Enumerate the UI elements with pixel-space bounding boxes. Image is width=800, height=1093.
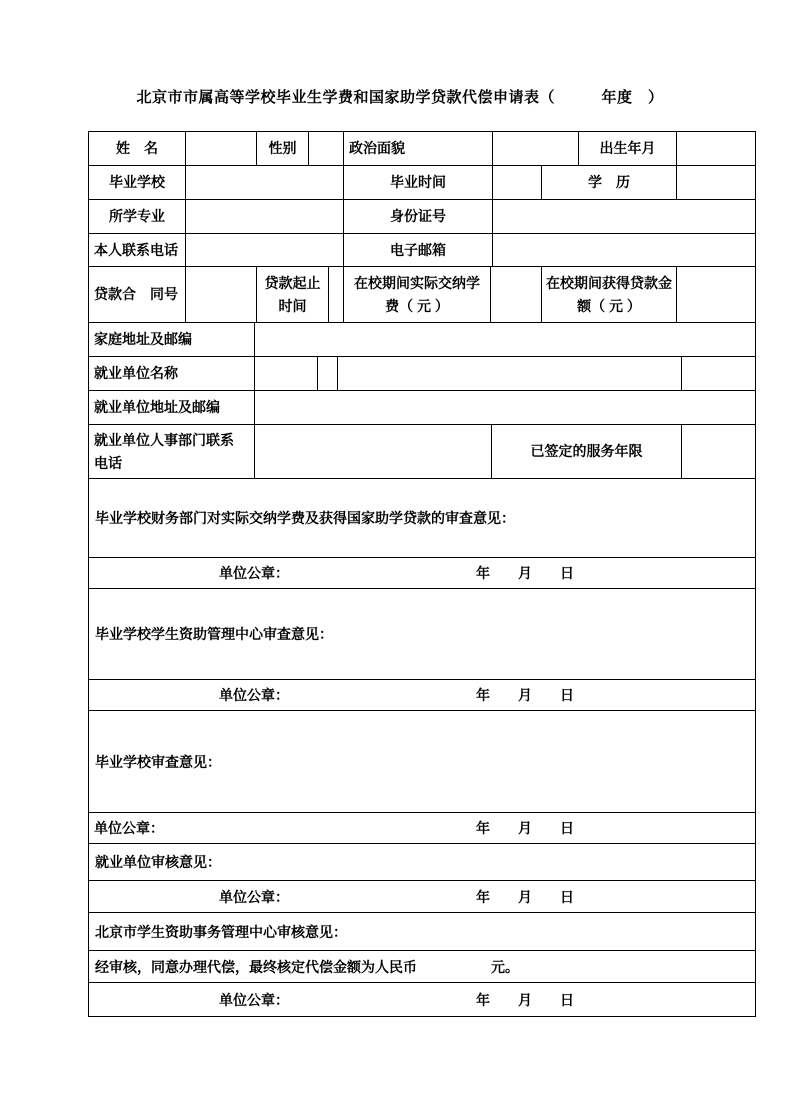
stamp-date-label: 年 月 日: [476, 991, 574, 1008]
aid-center-review-section: [89, 589, 755, 680]
birth-date-input-cell[interactable]: [677, 132, 755, 165]
personal-phone-input-cell[interactable]: [186, 234, 344, 266]
loan-period-label: 贷款起止时间: [257, 267, 329, 322]
graduate-school-label: 毕业学校: [89, 166, 186, 199]
loan-period-input-cell[interactable]: [329, 267, 344, 322]
id-number-input-cell[interactable]: [493, 200, 755, 233]
tuition-paid-label: 在校期间实际交纳学费（ 元 ）: [344, 267, 491, 322]
employer-name-label: 就业单位名称: [89, 357, 255, 390]
city-center-review-section: [89, 913, 755, 951]
tuition-paid-input-cell[interactable]: [491, 267, 542, 322]
stamp-label: 单位公章：: [219, 888, 289, 905]
stamp-date-label: 年 月 日: [476, 820, 574, 836]
aid-center-review-label: 毕业学校学生资助管理中心审查意见：: [95, 626, 333, 642]
employer-name-input-cell-4[interactable]: [682, 357, 755, 390]
finance-review-section: [89, 479, 755, 558]
row-loan-info: [89, 267, 755, 323]
employer-address-input-cell[interactable]: [255, 391, 755, 424]
major-label: 所学专业: [89, 200, 186, 233]
row-employer-name: [89, 357, 755, 391]
gender-label: 性别: [257, 132, 309, 165]
graduation-time-input-cell[interactable]: [493, 166, 542, 199]
finance-review-stamp-row: [89, 558, 755, 589]
row-basic-info-2: [89, 166, 755, 200]
id-number-label: 身份证号: [344, 200, 493, 233]
row-employer-address: [89, 391, 755, 425]
political-status-input-cell[interactable]: [493, 132, 579, 165]
name-input-cell[interactable]: [186, 132, 257, 165]
employer-hr-phone-input-cell[interactable]: [255, 425, 492, 478]
aid-center-stamp-row: [89, 680, 755, 711]
graduation-time-label: 毕业时间: [344, 166, 493, 199]
school-review-section: [89, 711, 755, 813]
confirm-amount-prefix: 经审核，同意办理代偿，最终核定代偿金额为人民币: [95, 958, 417, 975]
employer-name-input-cell-1[interactable]: [255, 357, 318, 390]
finance-review-label: 毕业学校财务部门对实际交纳学费及获得国家助学贷款的审查意见：: [95, 510, 515, 526]
email-input-cell[interactable]: [493, 234, 755, 266]
row-home-address: [89, 323, 755, 357]
row-hr-phone: [89, 425, 755, 479]
stamp-date-label: 年 月 日: [476, 687, 574, 703]
stamp-label: 单位公章：: [219, 991, 289, 1008]
form-title: 北京市市属高等学校毕业生学费和国家助学贷款代偿申请表（ 年度 ）: [136, 89, 664, 106]
application-form-table: [88, 131, 756, 1017]
employer-hr-phone-label: 就业单位人事部门联系电话: [89, 425, 255, 478]
education-label: 学 历: [542, 166, 677, 199]
education-input-cell[interactable]: [677, 166, 755, 199]
personal-phone-label: 本人联系电话: [89, 234, 186, 266]
graduate-school-input-cell[interactable]: [186, 166, 344, 199]
employer-review-stamp-row: [89, 881, 755, 913]
employer-name-input-cell-3[interactable]: [338, 357, 682, 390]
city-center-review-label: 北京市学生资助事务管理中心审核意见：: [95, 923, 347, 940]
stamp-date-label: 年 月 日: [476, 888, 574, 905]
email-label: 电子邮箱: [344, 234, 493, 266]
service-years-input-cell[interactable]: [682, 425, 755, 478]
employer-name-input-cell-2[interactable]: [318, 357, 338, 390]
confirm-amount-suffix: 元。: [491, 958, 519, 975]
loan-contract-no-label: 贷款合 同号: [89, 267, 186, 322]
employer-review-label: 就业单位审核意见：: [95, 854, 221, 870]
birth-date-label: 出生年月: [579, 132, 677, 165]
home-address-input-cell[interactable]: [255, 323, 755, 356]
employer-review-section: [89, 844, 755, 881]
school-review-label: 毕业学校审查意见：: [95, 753, 221, 770]
city-center-stamp-row: [89, 983, 755, 1016]
row-basic-info-4: [89, 234, 755, 267]
employer-address-label: 就业单位地址及邮编: [89, 391, 255, 424]
confirm-amount-row: [89, 951, 755, 983]
name-label: 姓 名: [89, 132, 186, 165]
stamp-label: 单位公章：: [219, 565, 289, 581]
row-basic-info-1: [89, 132, 755, 166]
stamp-label: 单位公章：: [94, 820, 164, 836]
loan-contract-no-input-cell[interactable]: [186, 267, 257, 322]
loan-amount-label: 在校期间获得贷款金额（ 元 ）: [542, 267, 677, 322]
service-years-label: 已签定的服务年限: [492, 425, 682, 478]
row-basic-info-3: [89, 200, 755, 234]
stamp-label: 单位公章：: [219, 687, 289, 703]
major-input-cell[interactable]: [186, 200, 344, 233]
home-address-label: 家庭地址及邮编: [89, 323, 255, 356]
gender-input-cell[interactable]: [309, 132, 344, 165]
school-review-stamp-row: [89, 813, 755, 844]
stamp-date-label: 年 月 日: [476, 565, 574, 581]
political-status-label: 政治面貌: [344, 132, 493, 165]
loan-amount-input-cell[interactable]: [677, 267, 755, 322]
